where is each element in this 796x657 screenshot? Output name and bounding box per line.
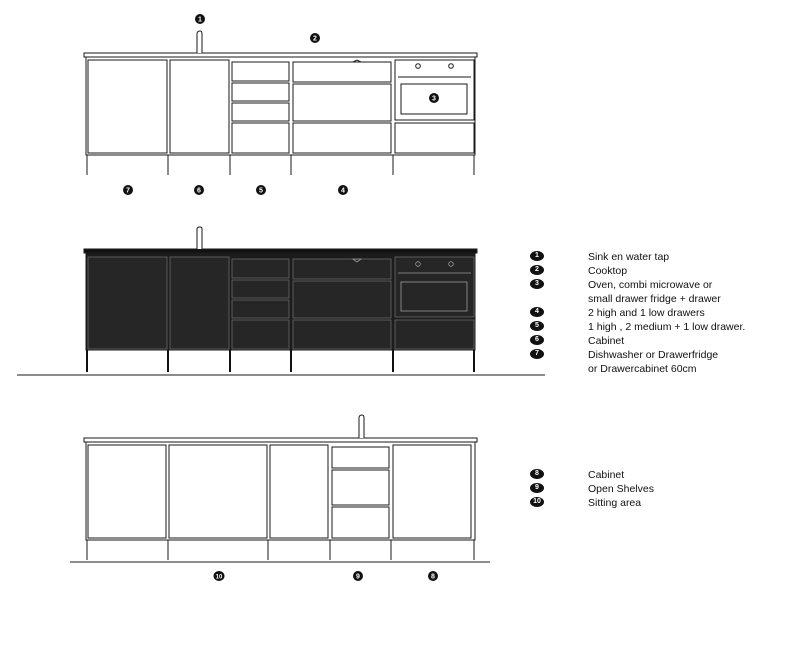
callout-number: 6 bbox=[197, 187, 201, 195]
legend-item bbox=[530, 335, 790, 349]
drawer-5c-dark bbox=[232, 300, 289, 318]
callout-badge-7 bbox=[123, 185, 133, 195]
callout-number: 10 bbox=[215, 574, 223, 581]
callout-number: 3 bbox=[432, 95, 436, 103]
legend-item bbox=[530, 265, 790, 279]
legend-number-badge: 8 bbox=[530, 469, 544, 479]
oven-unit-dark bbox=[395, 257, 474, 317]
legend-label: Sink en water tap bbox=[588, 251, 670, 263]
legend-label: Open Shelves bbox=[588, 483, 654, 495]
legend-label: 1 high , 2 medium + 1 low drawer. bbox=[588, 321, 746, 333]
callout-number: 5 bbox=[259, 187, 263, 195]
legend-item bbox=[530, 349, 790, 375]
callout-number: 8 bbox=[431, 573, 435, 581]
drawer-5b-dark bbox=[232, 280, 289, 298]
legend-label: Dishwasher or Drawerfridge or Drawercabinet 60cm bbox=[588, 349, 719, 375]
callout-number: 4 bbox=[341, 187, 345, 195]
legend-number-badge: 5 bbox=[530, 321, 544, 331]
legend-item bbox=[530, 279, 790, 305]
legend-item bbox=[530, 497, 790, 511]
callout-badge-5 bbox=[256, 185, 266, 195]
callout-badge-6 bbox=[194, 185, 204, 195]
legend-number-badge: 7 bbox=[530, 349, 544, 359]
callout-number: 2 bbox=[313, 35, 317, 43]
legend-item bbox=[530, 321, 790, 335]
drawer-5a-dark bbox=[232, 259, 289, 278]
callout-badge-3 bbox=[429, 93, 439, 103]
legend-item bbox=[530, 251, 790, 265]
drawer-4b-dark bbox=[293, 281, 391, 318]
legend-label: Sitting area bbox=[588, 497, 642, 509]
oven-drawer-dark bbox=[395, 320, 474, 349]
legend-label: Cooktop bbox=[588, 265, 628, 277]
elevation-bottom bbox=[70, 415, 490, 562]
callout-badge-9 bbox=[353, 571, 363, 581]
water-tap-island bbox=[359, 415, 364, 438]
callout-badge-10 bbox=[214, 571, 225, 581]
drawer-4c-dark bbox=[293, 320, 391, 349]
legend-number-badge: 6 bbox=[530, 335, 544, 345]
drawer-5d-dark bbox=[232, 320, 289, 349]
front-dishwasher-dark bbox=[88, 257, 167, 349]
callout-number: 9 bbox=[356, 573, 360, 581]
callout-number: 1 bbox=[198, 16, 202, 24]
legend-item bbox=[530, 307, 790, 321]
legend-label: Cabinet bbox=[588, 335, 625, 347]
legend-number-badge: 9 bbox=[530, 483, 544, 493]
legend-label: Cabinet bbox=[588, 469, 625, 481]
carcass-island bbox=[86, 442, 475, 540]
water-tap-dark bbox=[197, 227, 202, 249]
callout-number: 7 bbox=[126, 187, 130, 195]
legend-number-badge: 4 bbox=[530, 307, 544, 317]
worktop-island bbox=[84, 438, 477, 442]
legend-number-badge: 3 bbox=[530, 279, 544, 289]
worktop-dark bbox=[84, 249, 477, 253]
legend-label: Oven, combi microwave or small drawer fridge + drawer bbox=[588, 279, 721, 305]
drawer-4a-dark bbox=[293, 259, 391, 279]
callout-badge-1 bbox=[195, 14, 205, 24]
legend-number-badge: 2 bbox=[530, 265, 544, 275]
elevation-middle bbox=[17, 227, 545, 375]
legend-item bbox=[530, 483, 790, 497]
elevation-top bbox=[84, 31, 477, 175]
callout-badge-4 bbox=[338, 185, 348, 195]
callout-badge-2 bbox=[310, 33, 320, 43]
legend-number-badge: 1 bbox=[530, 251, 544, 261]
worktop bbox=[84, 53, 477, 57]
water-tap bbox=[197, 31, 202, 53]
legend-number-badge: 10 bbox=[530, 497, 544, 507]
legend-label: 2 high and 1 low drawers bbox=[588, 307, 705, 319]
callout-badge-8 bbox=[428, 571, 438, 581]
front-cabinet-dark bbox=[170, 257, 229, 349]
legend-item bbox=[530, 469, 790, 483]
carcass bbox=[86, 57, 475, 155]
